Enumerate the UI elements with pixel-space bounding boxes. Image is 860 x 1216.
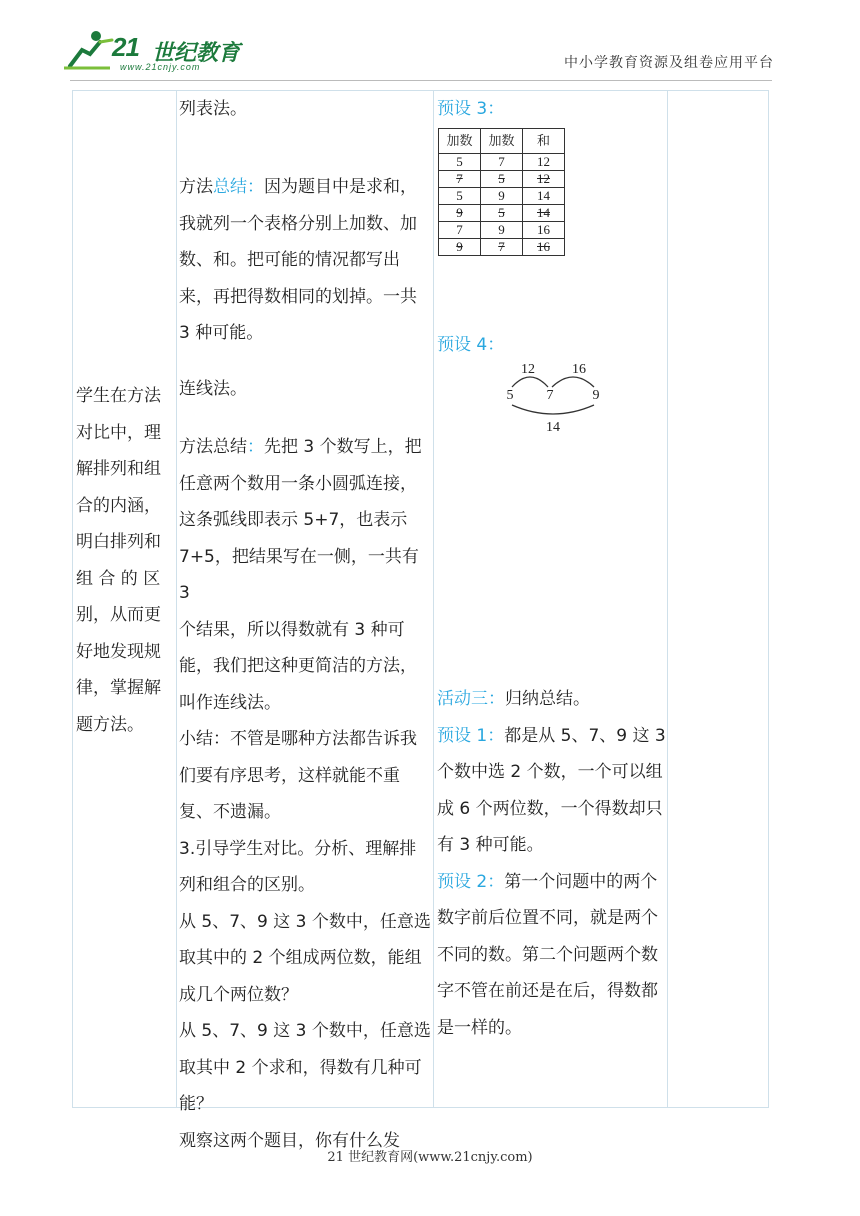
col2-line: 复、不遗漏。 bbox=[179, 802, 281, 822]
sum-table-cell: 5 bbox=[481, 205, 523, 222]
summary-prefix: 方法总结 bbox=[179, 437, 247, 457]
col2-line: 数、和。把可能的情况都写出 bbox=[179, 250, 400, 270]
col2-line: 个结果，所以得数就有 3 种可 bbox=[179, 619, 405, 640]
col3-line: 成 6 个两位数，一个得数却只 bbox=[437, 798, 663, 819]
col2-line: 我就列一个表格分别上加数、加 bbox=[179, 213, 417, 234]
summary-highlight: ： bbox=[247, 437, 264, 457]
col2-line: 来，再把得数相同的划掉。一共 bbox=[179, 286, 417, 307]
sum-table-header-cell: 和 bbox=[523, 129, 565, 154]
sum-table-cell: 7 bbox=[481, 239, 523, 256]
sum-table-cell: 5 bbox=[481, 171, 523, 188]
col2-line: 这条弧线即表示 5+7，也表示 bbox=[179, 510, 408, 530]
sum-table bbox=[438, 128, 565, 256]
sum-table-cell: 9 bbox=[439, 239, 481, 256]
col2-line: 们要有序思考，这样就能不重 bbox=[179, 765, 400, 786]
logo-url: www.21cnjy.com bbox=[120, 62, 201, 72]
col2-summary1 bbox=[179, 169, 434, 352]
col1-line: 解排列和组 bbox=[76, 459, 161, 479]
diagram-sum: 14 bbox=[546, 420, 560, 435]
link-arc bbox=[512, 377, 548, 387]
col1-line: 合的内涵， bbox=[76, 495, 161, 516]
col3-line: 有 3 种可能。 bbox=[437, 835, 544, 855]
link-arc bbox=[512, 405, 594, 414]
sum-table-cell: 9 bbox=[439, 205, 481, 222]
col3-line: 字不管在前还是在后，得数都 bbox=[437, 981, 658, 1001]
col1-line: 明白排列和 bbox=[76, 532, 161, 552]
sum-table-cell: 7 bbox=[439, 222, 481, 239]
col1-line: 别，从而更 bbox=[76, 605, 161, 625]
col1-line: 律，掌握解 bbox=[76, 678, 161, 698]
col2-line: 能，我们把这种更简洁的方法， bbox=[179, 656, 417, 676]
sum-table-row bbox=[439, 154, 565, 171]
sum-table-cell: 12 bbox=[523, 171, 565, 188]
col1-text bbox=[76, 378, 176, 743]
col2-line: 能？ bbox=[179, 1094, 213, 1114]
col2-line: 观察这两个题目，你有什么发 bbox=[179, 1130, 400, 1151]
summary-text: 先把 3 个数写上，把 bbox=[264, 437, 422, 457]
preset-text: 第一个问题中的两个 bbox=[504, 871, 658, 892]
col2-line: 任意两个数用一条小圆弧连接， bbox=[179, 473, 417, 494]
diagram-node: 7 bbox=[546, 388, 554, 403]
col2-line: 取其中的 2 个组成两位数，能组 bbox=[179, 948, 422, 968]
col2-line: 列和组合的区别。 bbox=[179, 875, 315, 895]
col3-line: 个数中选 2 个数，一个可以组 bbox=[437, 762, 663, 782]
activity-text: 归纳总结。 bbox=[505, 689, 590, 709]
col2-line: 3 种可能。 bbox=[179, 323, 264, 343]
logo bbox=[60, 28, 240, 74]
preset-3-label: 预设 3： bbox=[437, 99, 505, 119]
col2-line: 取其中 2 个求和，得数有几种可 bbox=[179, 1057, 422, 1078]
header-divider bbox=[70, 80, 772, 81]
sum-table-cell: 7 bbox=[439, 171, 481, 188]
sum-table-header-cell: 加数 bbox=[481, 129, 523, 154]
col2-summary2 bbox=[179, 429, 434, 1159]
col2-line: 连线法。 bbox=[179, 379, 247, 399]
col1-line: 组 合 的 区 bbox=[76, 568, 161, 589]
col2-line: 成几个两位数？ bbox=[179, 984, 298, 1005]
col3-line: 是一样的。 bbox=[437, 1017, 522, 1038]
col2-line: 叫作连线法。 bbox=[179, 692, 281, 713]
col1-line: 对比中，理 bbox=[76, 422, 161, 443]
sum-table-cell: 5 bbox=[439, 154, 481, 171]
sum-table-row bbox=[439, 205, 565, 222]
col2-line: 3.引导学生对比。分析、理解排 bbox=[179, 838, 417, 859]
sum-table-cell: 9 bbox=[481, 188, 523, 205]
preset-2-label: 预设 2： bbox=[437, 871, 505, 892]
col1-line: 学生在方法 bbox=[76, 386, 161, 406]
col3-line: 不同的数。第二个问题两个数 bbox=[437, 944, 658, 965]
col2-line: 列表法。 bbox=[179, 99, 247, 119]
sum-table-cell: 16 bbox=[523, 239, 565, 256]
col3-line: 数字前后位置不同，就是两个 bbox=[437, 908, 658, 928]
sum-table-header-cell: 加数 bbox=[439, 129, 481, 154]
sum-table-row bbox=[439, 222, 565, 239]
sum-table-cell: 14 bbox=[523, 205, 565, 222]
sum-table-cell: 5 bbox=[439, 188, 481, 205]
col3-block bbox=[437, 681, 669, 1046]
sum-table-row bbox=[439, 239, 565, 256]
sum-table-header bbox=[439, 129, 565, 154]
col2-line: 7+5，把结果写在一侧，一共有 3 bbox=[179, 546, 419, 603]
platform-title: 中小学教育资源及组卷应用平台 bbox=[564, 55, 774, 71]
logo-text: 世纪教育 bbox=[152, 41, 241, 66]
footer: 21 世纪教育网(www.21cnjy.com) bbox=[327, 1150, 533, 1165]
sum-table-cell: 16 bbox=[523, 222, 565, 239]
col2-line: 从 5、7、9 这 3 个数中，任意选 bbox=[179, 1021, 431, 1041]
sum-table-row bbox=[439, 171, 565, 188]
sum-table-cell: 12 bbox=[523, 154, 565, 171]
diagram-node: 9 bbox=[592, 388, 600, 403]
diagram-node: 5 bbox=[506, 388, 514, 403]
logo-number: 21 bbox=[112, 32, 139, 62]
col1-line: 好地发现规 bbox=[76, 641, 161, 662]
col2-line: 从 5、7、9 这 3 个数中，任意选 bbox=[179, 911, 431, 932]
sum-table-cell: 7 bbox=[481, 154, 523, 171]
link-arc bbox=[552, 377, 594, 387]
diagram-sum: 12 bbox=[521, 362, 535, 377]
preset-4-label: 预设 4： bbox=[437, 335, 505, 355]
summary-text: 因为题目中是求和， bbox=[264, 177, 417, 197]
activity-label: 活动三： bbox=[437, 689, 505, 709]
sum-table-row bbox=[439, 188, 565, 205]
col1-line: 题方法。 bbox=[76, 714, 144, 735]
sum-table-cell: 9 bbox=[481, 222, 523, 239]
diagram-sum: 16 bbox=[572, 362, 586, 377]
summary-highlight: 总结： bbox=[213, 177, 264, 197]
column-divider bbox=[176, 91, 177, 1107]
lesson-table bbox=[72, 90, 769, 1151]
summary-prefix: 方法 bbox=[179, 177, 213, 197]
preset-1-label: 预设 1： bbox=[437, 725, 505, 746]
preset-text: 都是从 5、7、9 这 3 bbox=[504, 725, 666, 746]
runner-icon bbox=[60, 28, 116, 72]
link-diagram bbox=[498, 359, 628, 439]
sum-table-cell: 14 bbox=[523, 188, 565, 205]
col2-line: 小结：不管是哪种方法都告诉我 bbox=[179, 729, 417, 749]
